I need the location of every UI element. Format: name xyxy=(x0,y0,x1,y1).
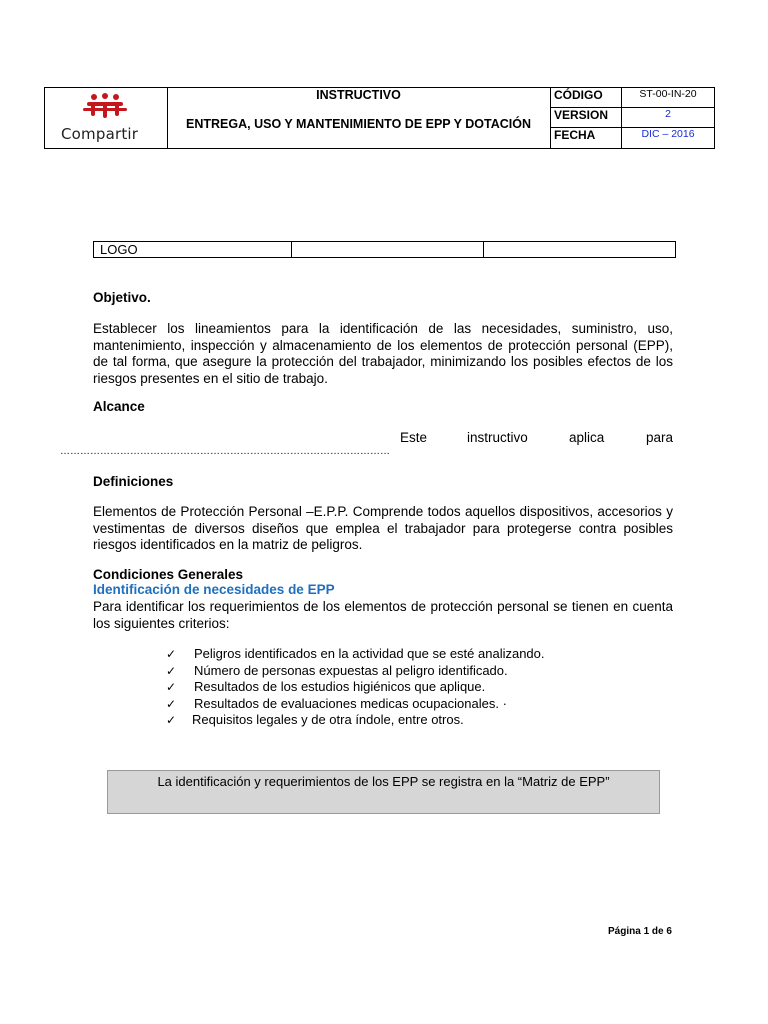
meta-row-fecha xyxy=(550,128,714,148)
check-icon: ✓ xyxy=(166,663,177,678)
condiciones-intro: Para identificar los requerimientos de los elementos de protección personal se tienen en cuenta los siguientes criterios: xyxy=(93,599,673,631)
alcance-word: instructivo xyxy=(467,430,528,445)
doc-meta xyxy=(550,88,714,148)
check-icon: ✓ xyxy=(166,680,177,694)
definiciones-text: Elementos de Protección Personal –E.P.P. Comprende todos aquellos dispositivos, accesorios y vestimentas de diversos diseños que emplea el trabajador para protegerse contra posibles riesgos identificados en la matriz de peligros. xyxy=(93,504,673,552)
list-item-text: Resultados de los estudios higiénicos que aplique. xyxy=(194,679,486,694)
meta-row-version xyxy=(550,108,714,128)
matrix-note-box: La identificación y requerimientos de los EPP se registra en la “Matriz de EPP” xyxy=(107,770,660,814)
check-icon: ✓ xyxy=(166,696,177,711)
meta-label: VERSION xyxy=(550,108,622,127)
list-item xyxy=(166,679,545,696)
meta-label: FECHA xyxy=(550,128,622,148)
doc-type: INSTRUCTIVO xyxy=(316,88,401,102)
alcance-word: para xyxy=(646,430,674,445)
list-item-text: Requisitos legales y de otra índole, entre otros. xyxy=(192,712,464,727)
section-heading-objetivo: Objetivo. xyxy=(93,290,151,305)
list-item xyxy=(166,712,545,729)
document-header xyxy=(44,87,715,149)
list-item xyxy=(166,663,545,680)
logo-table-cell xyxy=(484,242,675,257)
section-heading-definiciones: Definiciones xyxy=(93,474,174,489)
compartir-logo-icon xyxy=(79,93,131,119)
check-icon: ✓ xyxy=(166,647,177,661)
list-item xyxy=(166,696,545,713)
meta-value: DIC – 2016 xyxy=(641,128,695,140)
alcance-word: Este xyxy=(400,430,428,445)
list-item-text: Peligros identificados en la actividad que se esté analizando. xyxy=(194,646,545,661)
meta-value: 2 xyxy=(665,108,671,120)
list-item xyxy=(166,646,545,663)
section-heading-condiciones: Condiciones Generales xyxy=(93,567,244,582)
section-heading-alcance: Alcance xyxy=(93,399,145,414)
alcance-dotted-line: ……………………………………………………………………………………… xyxy=(60,446,390,457)
subheading-identificacion: Identificación de necesidades de EPP xyxy=(93,582,335,597)
check-icon: ✓ xyxy=(166,713,177,727)
logo-table xyxy=(93,241,676,258)
page-number: Página 1 de 6 xyxy=(608,926,672,937)
doc-title: ENTREGA, USO Y MANTENIMIENTO DE EPP Y DOTACIÓN xyxy=(186,117,531,131)
alcance-word: aplica xyxy=(569,430,605,445)
logo-cell xyxy=(45,88,168,148)
logo-table-cell xyxy=(292,242,484,257)
list-item-text: Número de personas expuestas al peligro identificado. xyxy=(194,662,508,678)
meta-row-codigo xyxy=(550,88,714,108)
meta-value: ST-00-IN-20 xyxy=(639,88,697,100)
objetivo-text: Establecer los lineamientos para la identificación de las necesidades, suministro, uso, mantenimiento, inspección y almacenamiento de los elementos de protección personal (EPP), de tal forma, que asegure la protección del trabajador, minimizando los posibles efectos de los riesgos presentes en el sitio de trabajo. xyxy=(93,321,673,386)
meta-label: CÓDIGO xyxy=(550,88,622,107)
logo-table-cell: LOGO xyxy=(94,242,292,257)
list-item-text: Resultados de evaluaciones medicas ocupacionales. · xyxy=(194,695,507,711)
title-cell xyxy=(167,88,551,148)
criteria-list xyxy=(166,646,545,729)
brand-name: Compartir xyxy=(61,125,139,143)
